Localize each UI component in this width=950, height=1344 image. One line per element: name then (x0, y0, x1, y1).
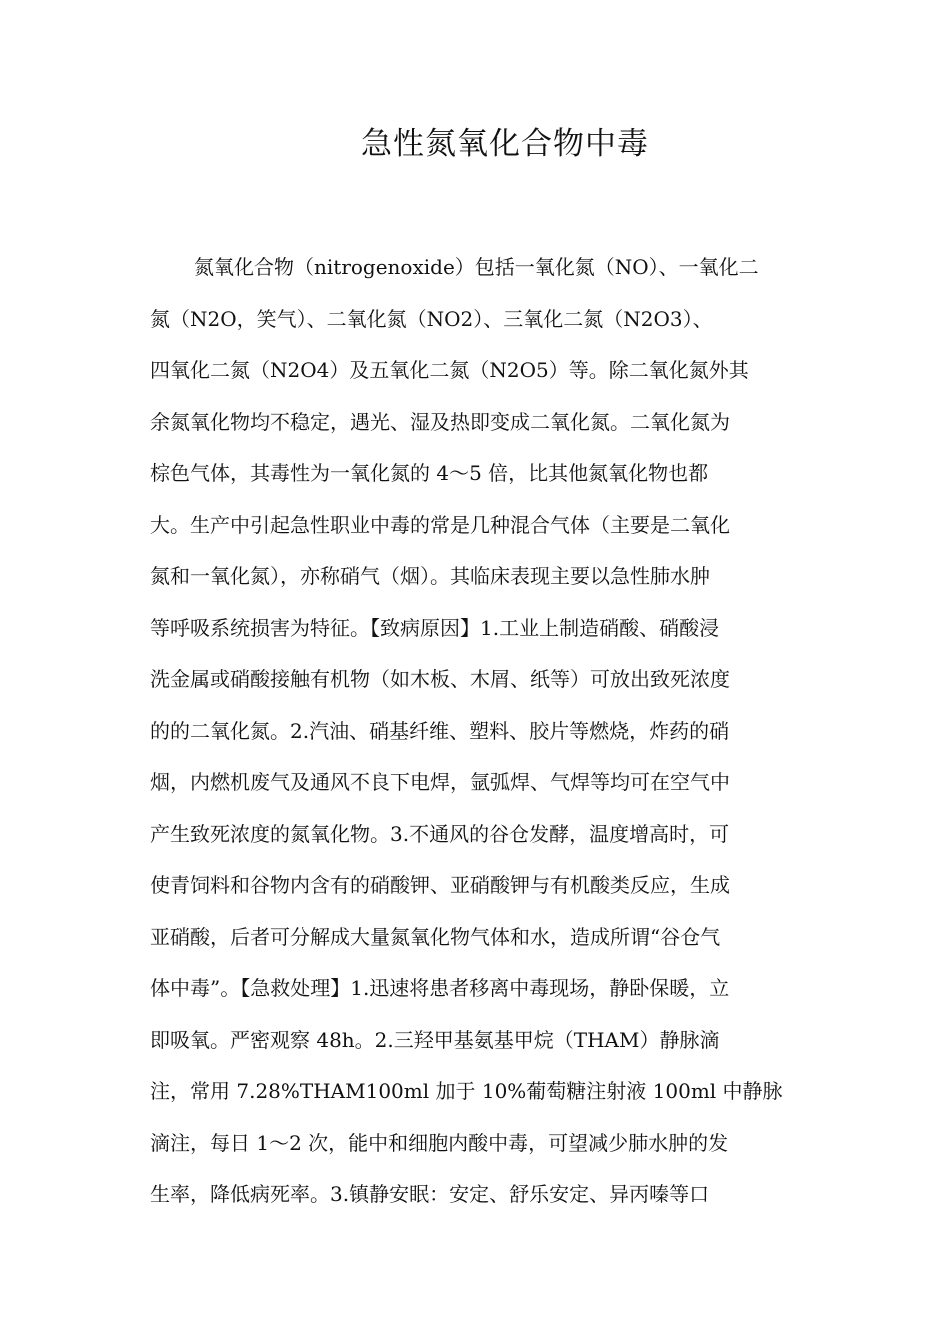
body-line: 棕色气体，其毒性为一氧化氮的 4～5 倍，比其他氮氧化物也都 (150, 461, 709, 485)
body-line: 注，常用 7.28%THAM100ml 加于 10%葡萄糖注射液 100ml 中静脉 (150, 1079, 783, 1103)
body-line: 大。生产中引起急性职业中毒的常是几种混合气体（主要是二氧化 (150, 512, 730, 537)
body-line: 氮和一氧化氮），亦称硝气（烟）。其临床表现主要以急性肺水肿 (150, 564, 710, 588)
body-line: 亚硝酸，后者可分解成大量氮氧化物气体和水，造成所谓“谷仓气 (150, 924, 721, 949)
document-body (150, 242, 810, 1221)
body-line: 使青饲料和谷物内含有的硝酸钾、亚硝酸钾与有机酸类反应，生成 (150, 873, 730, 897)
body-line: 氮氧化合物（nitrogenoxide）包括一氧化氮（NO）、一氧化二 (194, 255, 759, 279)
body-line: 余氮氧化物均不稳定，遇光、湿及热即变成二氧化氮。二氧化氮为 (150, 409, 730, 434)
document-title: 急性氮氧化合物中毒 (361, 126, 649, 162)
body-line: 即吸氧。严密观察 48h。2.三羟甲基氨基甲烷（THAM）静脉滴 (150, 1027, 720, 1052)
body-line: 的的二氧化氮。2.汽油、硝基纤维、塑料、胶片等燃烧，炸药的硝 (150, 718, 730, 743)
body-line: 产生致死浓度的氮氧化物。3.不通风的谷仓发酵，温度增高时，可 (150, 821, 730, 846)
body-line: 体中毒”。【急救处理】1.迅速将患者移离中毒现场，静卧保暖，立 (150, 976, 730, 1000)
body-line: 等呼吸系统损害为特征。【致病原因】1.工业上制造硝酸、硝酸浸 (150, 615, 720, 640)
body-line: 四氧化二氮（N2O4）及五氧化二氮（N2O5）等。除二氧化氮外其 (150, 358, 749, 382)
body-line: 滴注，每日 1～2 次，能中和细胞内酸中毒，可望减少肺水肿的发 (150, 1130, 729, 1155)
body-line: 氮（N2O，笑气）、二氧化氮（NO2）、三氧化二氮（N2O3）、 (150, 306, 713, 331)
body-line: 生率，降低病死率。3.镇静安眠：安定、舒乐安定、异丙嗪等口 (150, 1182, 710, 1206)
body-line: 洗金属或硝酸接触有机物（如木板、木屑、纸等）可放出致死浓度 (150, 667, 730, 691)
body-line: 烟，内燃机废气及通风不良下电焊，氩弧焊、气焊等均可在空气中 (150, 770, 730, 794)
